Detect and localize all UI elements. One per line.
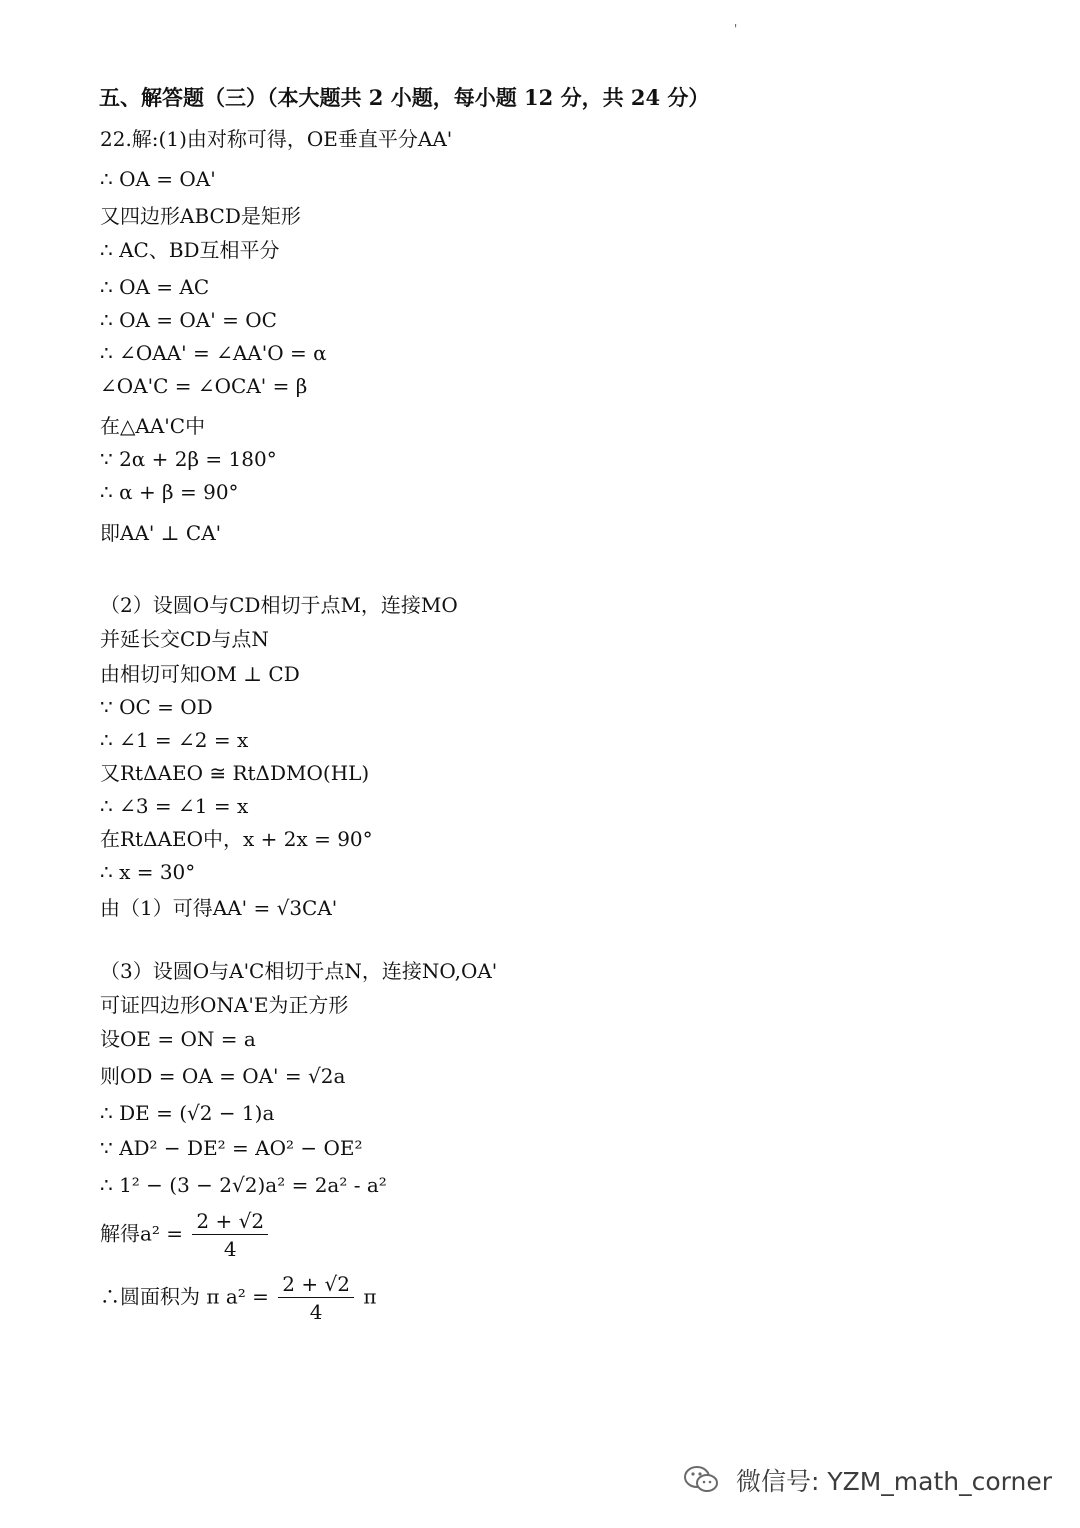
solve-prefix: 解得a² = [100,1221,184,1246]
solution-line: 设OE = ON = a [100,1027,256,1051]
solution-line: 在RtΔAEO中，x + 2x = 90° [100,827,373,851]
area-equation [100,1272,376,1324]
solution-line: ∴ 1² − (3 − 2√2)a² = 2a² - a² [100,1173,387,1197]
solution-line: ∴ ∠OAA' = ∠AA'O = α [100,341,327,365]
solution-line: ∴ AC、BD互相平分 [100,238,280,262]
solution-line: ∵ AD² − DE² = AO² − OE² [100,1136,363,1160]
solution-line: 由（1）可得AA' = √3CA' [100,896,338,920]
solution-line: （2）设圆O与CD相切于点M，连接MO [100,593,458,617]
solution-line: （3）设圆O与A'C相切于点N，连接NO,OA' [100,959,498,983]
solve-fraction [192,1209,268,1261]
solve-numerator: 2 + √2 [192,1209,268,1235]
solution-line: ∴ OA = OA' [100,167,216,191]
solution-line: ∠OA'C = ∠OCA' = β [100,374,308,398]
solution-line: ∵ OC = OD [100,695,213,719]
solution-line: ∴ OA = AC [100,275,210,299]
solve-denominator: 4 [223,1237,237,1261]
solution-line: 由相切可知OM ⊥ CD [100,662,300,686]
solution-line: ∴ α + β = 90° [100,480,239,504]
area-denominator: 4 [309,1300,323,1324]
wechat-icon [682,1464,722,1502]
area-suffix: π [363,1284,377,1309]
header-mark: ' [734,22,738,36]
solution-line: 在△AA'C中 [100,414,206,438]
area-prefix: ∴圆面积为 π a² = [100,1284,269,1309]
solution-line: 则OD = OA = OA' = √2a [100,1064,346,1088]
area-fraction [278,1272,354,1324]
solution-line: 22.解:(1)由对称可得，OE垂直平分AA' [100,127,453,151]
solution-line: 又RtΔAEO ≅ RtΔDMO(HL) [100,761,370,785]
wechat-watermark [682,1462,1052,1502]
section-title: 五、解答题（三）（本大题共 2 小题，每小题 12 分，共 24 分） [99,85,710,110]
solution-line: ∴ ∠1 = ∠2 = x [100,728,249,752]
watermark-text: 微信号: YZM_math_corner [735,1467,1052,1496]
solution-line: ∴ x = 30° [100,860,196,884]
area-numerator: 2 + √2 [278,1272,354,1298]
solution-line: ∵ 2α + 2β = 180° [100,447,277,471]
solution-line: 可证四边形ONA'E为正方形 [100,993,349,1017]
solution-line: ∴ DE = (√2 − 1)a [100,1101,275,1125]
solution-line: ∴ ∠3 = ∠1 = x [100,794,249,818]
solution-line: ∴ OA = OA' = OC [100,308,277,332]
solve-equation [100,1209,271,1261]
solution-line: 并延长交CD与点N [100,627,269,651]
solution-line: 又四边形ABCD是矩形 [100,204,301,228]
solution-line: 即AA' ⊥ CA' [100,521,222,545]
